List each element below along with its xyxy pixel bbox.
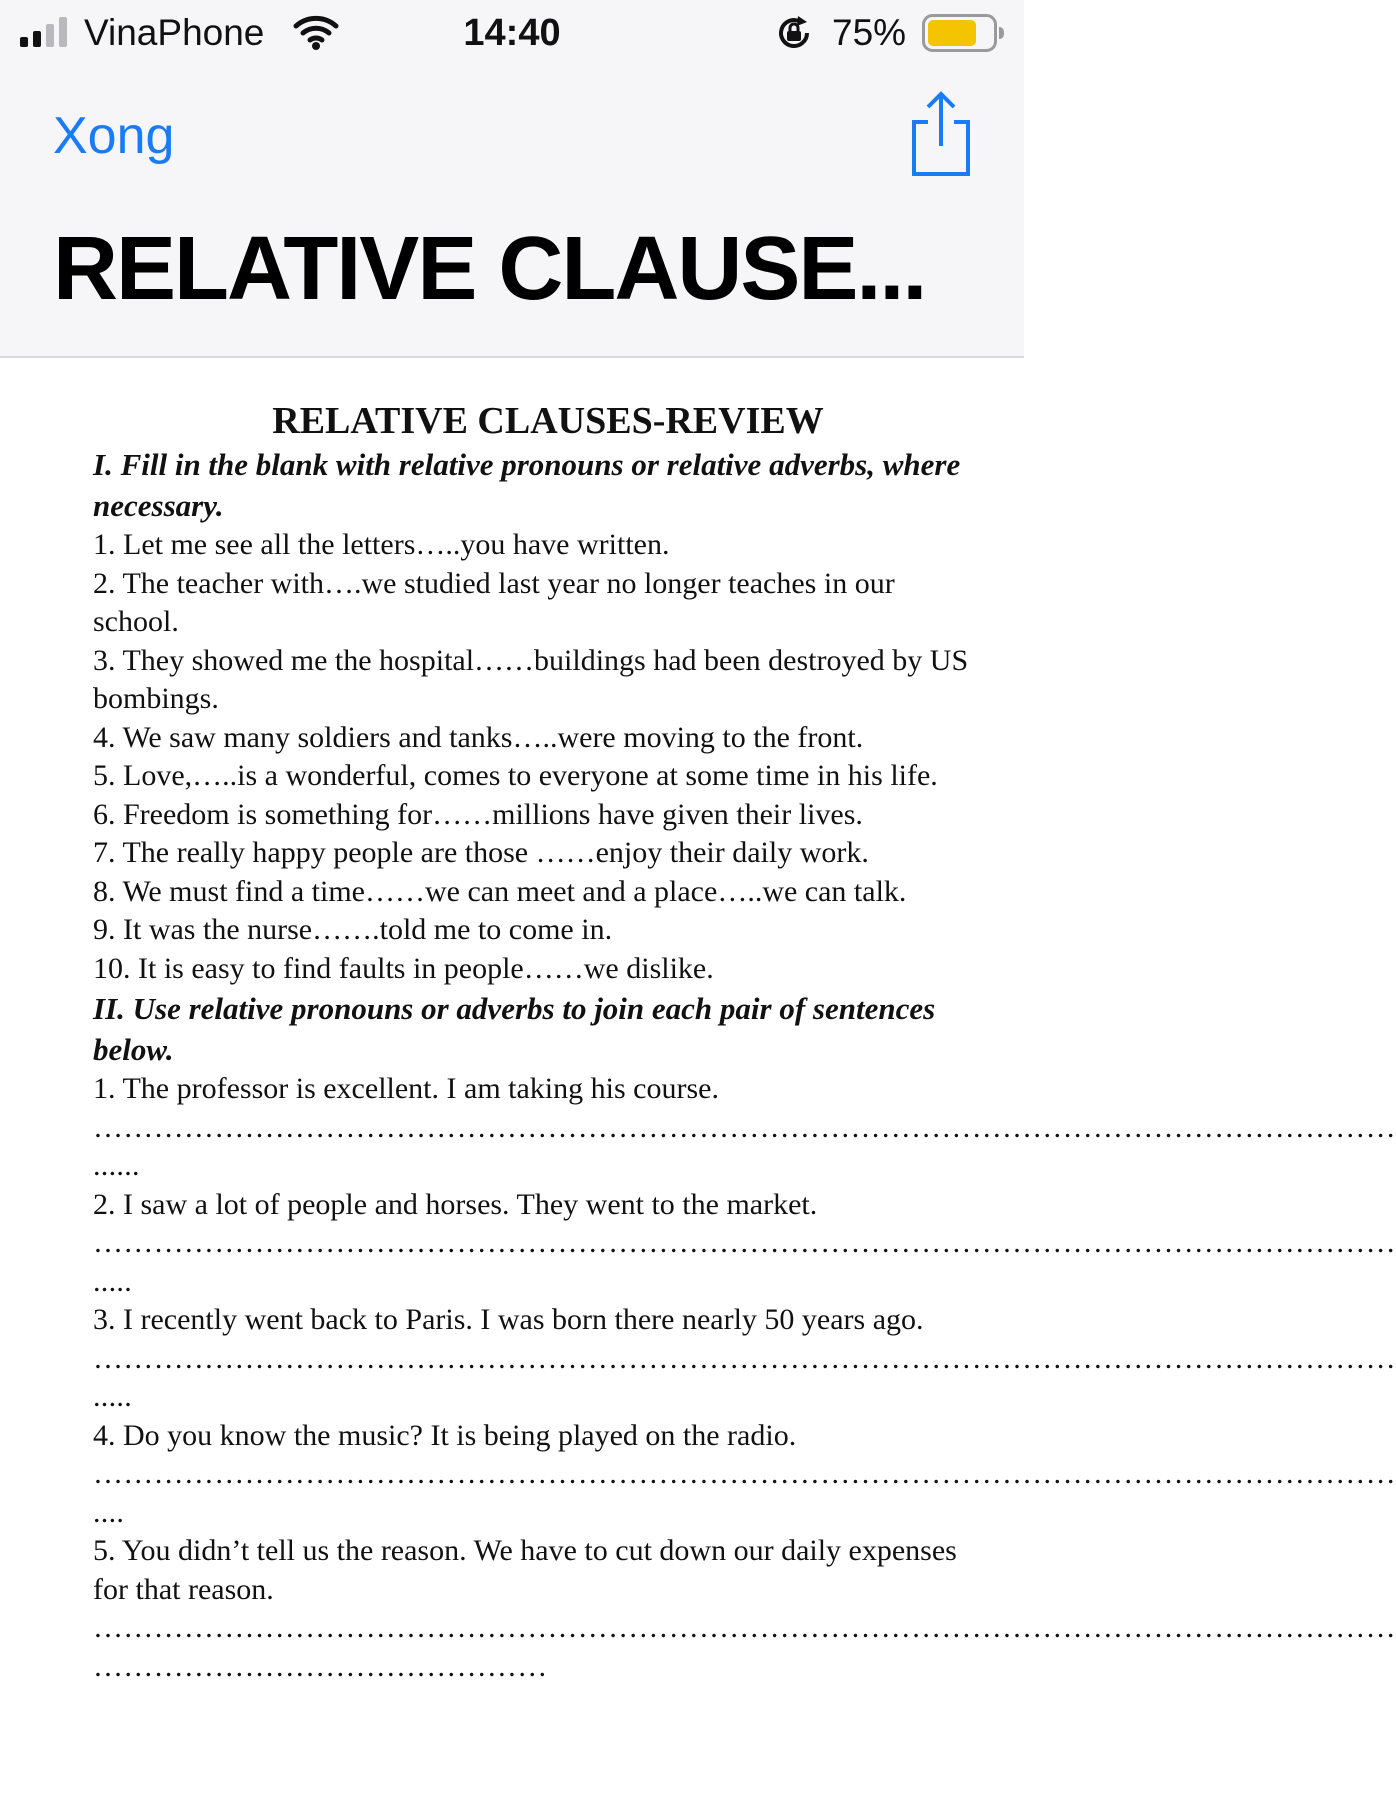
navigation-bar xyxy=(0,66,1024,358)
answer-line: ………………………………………………………………………………………………………………… xyxy=(93,1611,1396,1644)
exercise-item: 4. Do you know the music? It is being played on the radio. xyxy=(93,1418,797,1452)
exercise-item: 7. The really happy people are those ……enjoy their daily work. xyxy=(93,836,869,869)
answer-line: ………………………………………………………………………………………………………………… xyxy=(93,1226,1396,1259)
battery-icon xyxy=(922,14,1006,52)
rotation-lock-icon xyxy=(774,13,814,53)
exercise-item: 3. They showed me the hospital……buildings had been destroyed by US bombings. xyxy=(93,643,969,715)
exercise-item: 4. We saw many soldiers and tanks…..were moving to the front. xyxy=(93,720,864,754)
page-title: RELATIVE CLAUSE... xyxy=(53,219,926,319)
answer-line-tail: ..... xyxy=(93,1380,132,1413)
document-viewer[interactable] xyxy=(93,398,1396,1686)
exercise-item: 5. You didn’t tell us the reason. We have to cut down our daily expenses for that reason. xyxy=(93,1534,957,1606)
exercise-list xyxy=(93,1070,1396,1686)
section-heading: II. Use relative pronouns or adverbs to join each pair of sentences below. xyxy=(93,991,936,1067)
exercise-item: 2. The teacher with….we studied last year no longer teaches in our school. xyxy=(93,566,895,638)
status-bar xyxy=(0,0,1024,66)
answer-line: ………………………………………………………………………………………………………………… xyxy=(93,1341,1396,1375)
answer-line: ………………………………………………………………………………………………………………… xyxy=(93,1457,1396,1490)
exercise-item: 5. Love,…..is a wonderful, comes to everyone at some time in his life. xyxy=(93,759,938,792)
exercise-list xyxy=(93,526,973,988)
answer-line-tail: ...... xyxy=(93,1149,140,1182)
exercise-item: 2. I saw a lot of people and horses. They went to the market. xyxy=(93,1187,818,1221)
exercise-item: 10. It is easy to find faults in people……we dislike. xyxy=(93,951,714,985)
answer-line-tail: ……………………………………… xyxy=(93,1649,548,1683)
exercise-item: 1. The professor is excellent. I am taking his course. xyxy=(93,1072,719,1105)
exercise-item: 1. Let me see all the letters…..you have written. xyxy=(93,528,670,561)
carrier-name: VinaPhone xyxy=(84,12,265,53)
answer-line-tail: .... xyxy=(93,1495,125,1529)
answer-line: ………………………………………………………………………………………………………………… xyxy=(93,1110,1396,1144)
exercise-item: 8. We must find a time……we can meet and a place…..we can talk. xyxy=(93,874,907,908)
clock: 14:40 xyxy=(463,12,561,54)
battery-percentage: 75% xyxy=(832,12,907,53)
exercise-item: 3. I recently went back to Paris. I was born there nearly 50 years ago. xyxy=(93,1303,924,1336)
document-title: RELATIVE CLAUSES-REVIEW xyxy=(272,400,824,442)
section-heading: I. Fill in the blank with relative pronouns or relative adverbs, where necessary. xyxy=(93,447,961,523)
answer-line-tail: ..... xyxy=(93,1264,132,1298)
exercise-item: 9. It was the nurse…….told me to come in. xyxy=(93,913,613,946)
exercise-item: 6. Freedom is something for……millions have given their lives. xyxy=(93,797,863,831)
share-icon[interactable] xyxy=(908,90,974,178)
done-button[interactable]: Xong xyxy=(53,107,175,165)
